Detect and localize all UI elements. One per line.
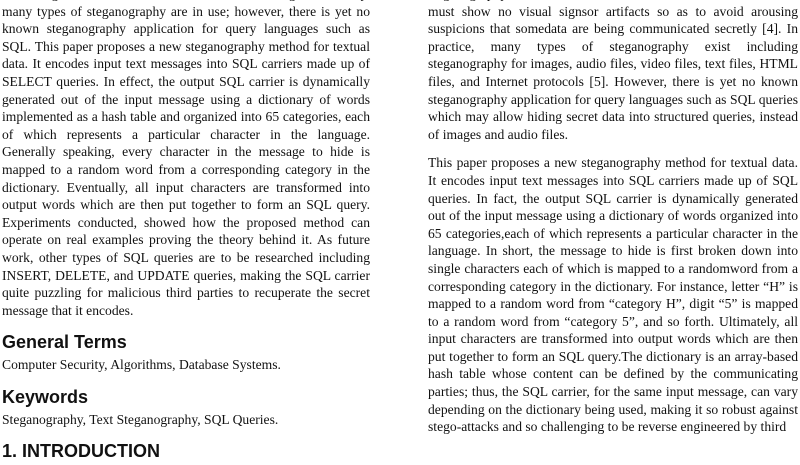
abstract-paragraph: many types of steganography are in use; however, there is yet no known steganography application for query languages such as SQL. This paper proposes a new steganography method for textual data. It encodes input text messages into SQL carriers made up of SELECT queries. In effect, the output SQL carrier is dynamically generated out of the input message using a dictionary of words implemented as a hash table and organized into 65 categories, each of which represents a particular character in the language. Generally speaking, every character in the message to hide is mapped to a random word from a corresponding category in the dictionary. Eventually, all input characters are transformed into output words which are then put together to form an SQL query. Experiments conducted, showed how the proposed method can operate on real examples proving the theory behind it. As future work, other types of SQL queries are to be researched including INSERT, DELETE, and UPDATE queries, making the SQL carrier quite puzzling for malicious third parties to recuperate the secret message that it encodes. (2, 3, 370, 318)
general-terms-heading: General Terms (2, 332, 127, 353)
intro-paragraph-1: must show no visual signsor artifacts so as to avoid arousing suspicions that somedata are being communicated secretly [4]. In practice, many types of steganography exist including steganography for images, audio files, video files, text files, HTML files, and Internet protocols [5]. However, there is yet no known steganography application for query languages such as SQL queries which may allow hiding secret data into structured queries, instead of images and audio files. (428, 3, 798, 142)
general-terms-text: Computer Security, Algorithms, Database Systems. (2, 357, 281, 373)
keywords-text: Steganography, Text Steganography, SQL Queries. (2, 411, 279, 427)
intro-paragraph-2: This paper proposes a new steganography method for textual data. It encodes input text messages into SQL carriers made up of SQL queries. In fact, the output SQL carrier is dynamically generated out of the input message using a dictionary of words organized into 65 categories,each of which represents a particular character in the language. In short, the message to hide is first broken down into single characters each of which is mapped to a randomword from a corresponding category in the dictionary. For instance, letter “H” is mapped to a random word from “category H”, digit “5” is mapped to a random word from “category 5”, and so forth. Ultimately, all input characters are transformed into output words which are then put together to form an SQL query.The dictionary is an array-based hash table whose content can be defined by the communicating parties; thus, the SQL carrier, for the same input message, can vary depending on the dictionary being used, making it so robust against stego-attacks and so challenging to be reverse engineered by third (428, 155, 798, 435)
introduction-heading: 1. INTRODUCTION (2, 441, 161, 462)
right-column (428, 0, 798, 436)
keywords-heading: Keywords (2, 386, 89, 407)
left-column (2, 0, 370, 465)
